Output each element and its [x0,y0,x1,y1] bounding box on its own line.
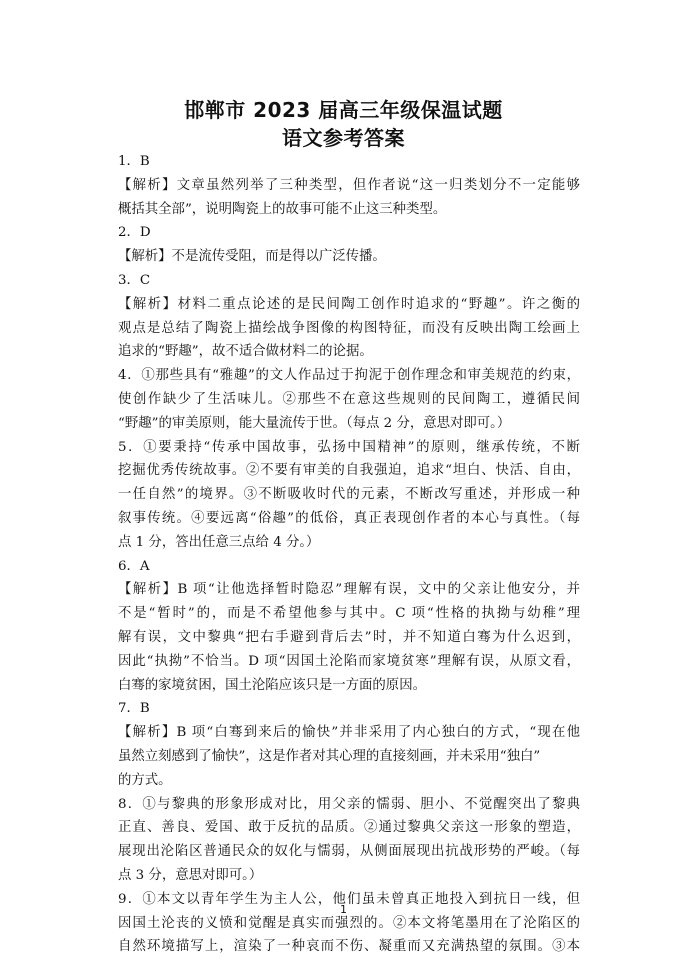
text-line: 【解析】B 项“让他选择暂时隐忍”理解有误，文中的父亲让他安分，并 [118,582,580,598]
answer-content [118,150,580,959]
text-line: 概括其全部”，说明陶瓷上的故事可能不止这三种类型。 [118,201,447,217]
text-line: 点 1 分，答出任意三点给 4 分。） [118,534,320,550]
text-line: 【解析】材料二重点论述的是民间陶工创作时追求的“野趣”。许之衡的 [118,296,580,312]
text-line: 7．B [118,701,150,717]
text-line: 6．A [118,558,150,574]
text-line: 2．D [118,225,151,241]
text-line: 8．①与黎典的形象形成对比，用父亲的懦弱、胆小、不觉醒突出了黎典 [118,796,580,812]
text-line: 解有误，文中黎典“把右手避到背后去”时，并不知道白骞为什么迟到， [118,629,580,645]
text-line: 展现出沦陷区普通民众的奴化与懦弱，从侧面展现出抗战形势的严峻。（每 [118,844,580,860]
text-line: 追求的“野趣”，故不适合做材料二的论据。 [118,344,373,360]
text-line: 的方式。 [118,772,172,788]
text-line: 挖掘优秀传统故事。②不要有审美的自我强迫，追求“坦白、快活、自由， [118,463,580,479]
text-line: 正直、善良、爱国、敢于反抗的品质。②通过黎典父亲这一形象的塑造， [118,820,580,836]
text-line: “野趣”的审美原则，能大量流传于世。（每点 2 分，意思对即可。） [118,415,511,431]
text-line: 点 3 分，意思对即可。） [118,867,263,883]
document-subtitle: 语文参考答案 [282,126,405,150]
text-line: 【解析】文章虽然列举了三种类型，但作者说“这一归类划分不一定能够 [118,177,580,193]
text-line: 观点是总结了陶瓷上描绘战争图像的构图特征，而没有反映出陶工绘画上 [118,320,580,336]
title-block [0,96,687,152]
text-line: 3．C [118,272,151,288]
text-line: 4．①那些具有“雅趣”的文人作品过于拘泥于创作理念和审美规范的约束， [118,368,580,384]
text-line: 因此“执拗”不恰当。D 项“因国土沦陷而家境贫寒”理解有误，从原文看， [118,653,580,669]
text-line: 【解析】B 项“白骞到来后的愉快”并非采用了内心独白的方式，“现在他 [118,725,580,741]
text-line: 白骞的家境贫困，国土沦陷应该只是一方面的原因。 [118,677,426,693]
text-line: 虽然立刻感到了愉快”，这是作者对其心理的直接刻画，并未采用“独白” [118,748,541,764]
text-line: 不是“暂时”的，而是不希望他参与其中。C 项“性格的执拗与幼稚”理 [118,606,580,622]
text-line: 5．①要秉持“传承中国故事，弘扬中国精神”的原则，继承传统，不断 [118,439,580,455]
text-line: 使创作缺少了生活味儿。②那些不在意这些规则的民间陶工，遵循民间 [118,391,580,407]
text-line: 因国土沦丧的义愤和觉醒是真实而强烈的。②本文将笔墨用在了沦陷区的 [118,915,580,931]
text-line: 一任自然”的境界。③不断吸收时代的元素，不断改写重述，并形成一种 [118,487,580,503]
text-line: 自然环境描写上，渲染了一种哀而不伤、凝重而又充满热望的氛围。③本 [118,939,580,955]
text-line: 【解析】不是流传受阻，而是得以广泛传播。 [118,249,386,265]
text-line: 9．①本文以青年学生为主人公，他们虽未曾真正地投入到抗日一线，但 [118,891,580,907]
text-line: 1．B [118,154,150,169]
document-title: 邯郸市 2023 届高三年级保温试题 [184,98,503,122]
text-line: 叙事传统。④要远离“俗趣”的低俗，真正表现创作者的本心与真性。（每 [118,510,580,526]
page-number: 1 [340,903,347,916]
